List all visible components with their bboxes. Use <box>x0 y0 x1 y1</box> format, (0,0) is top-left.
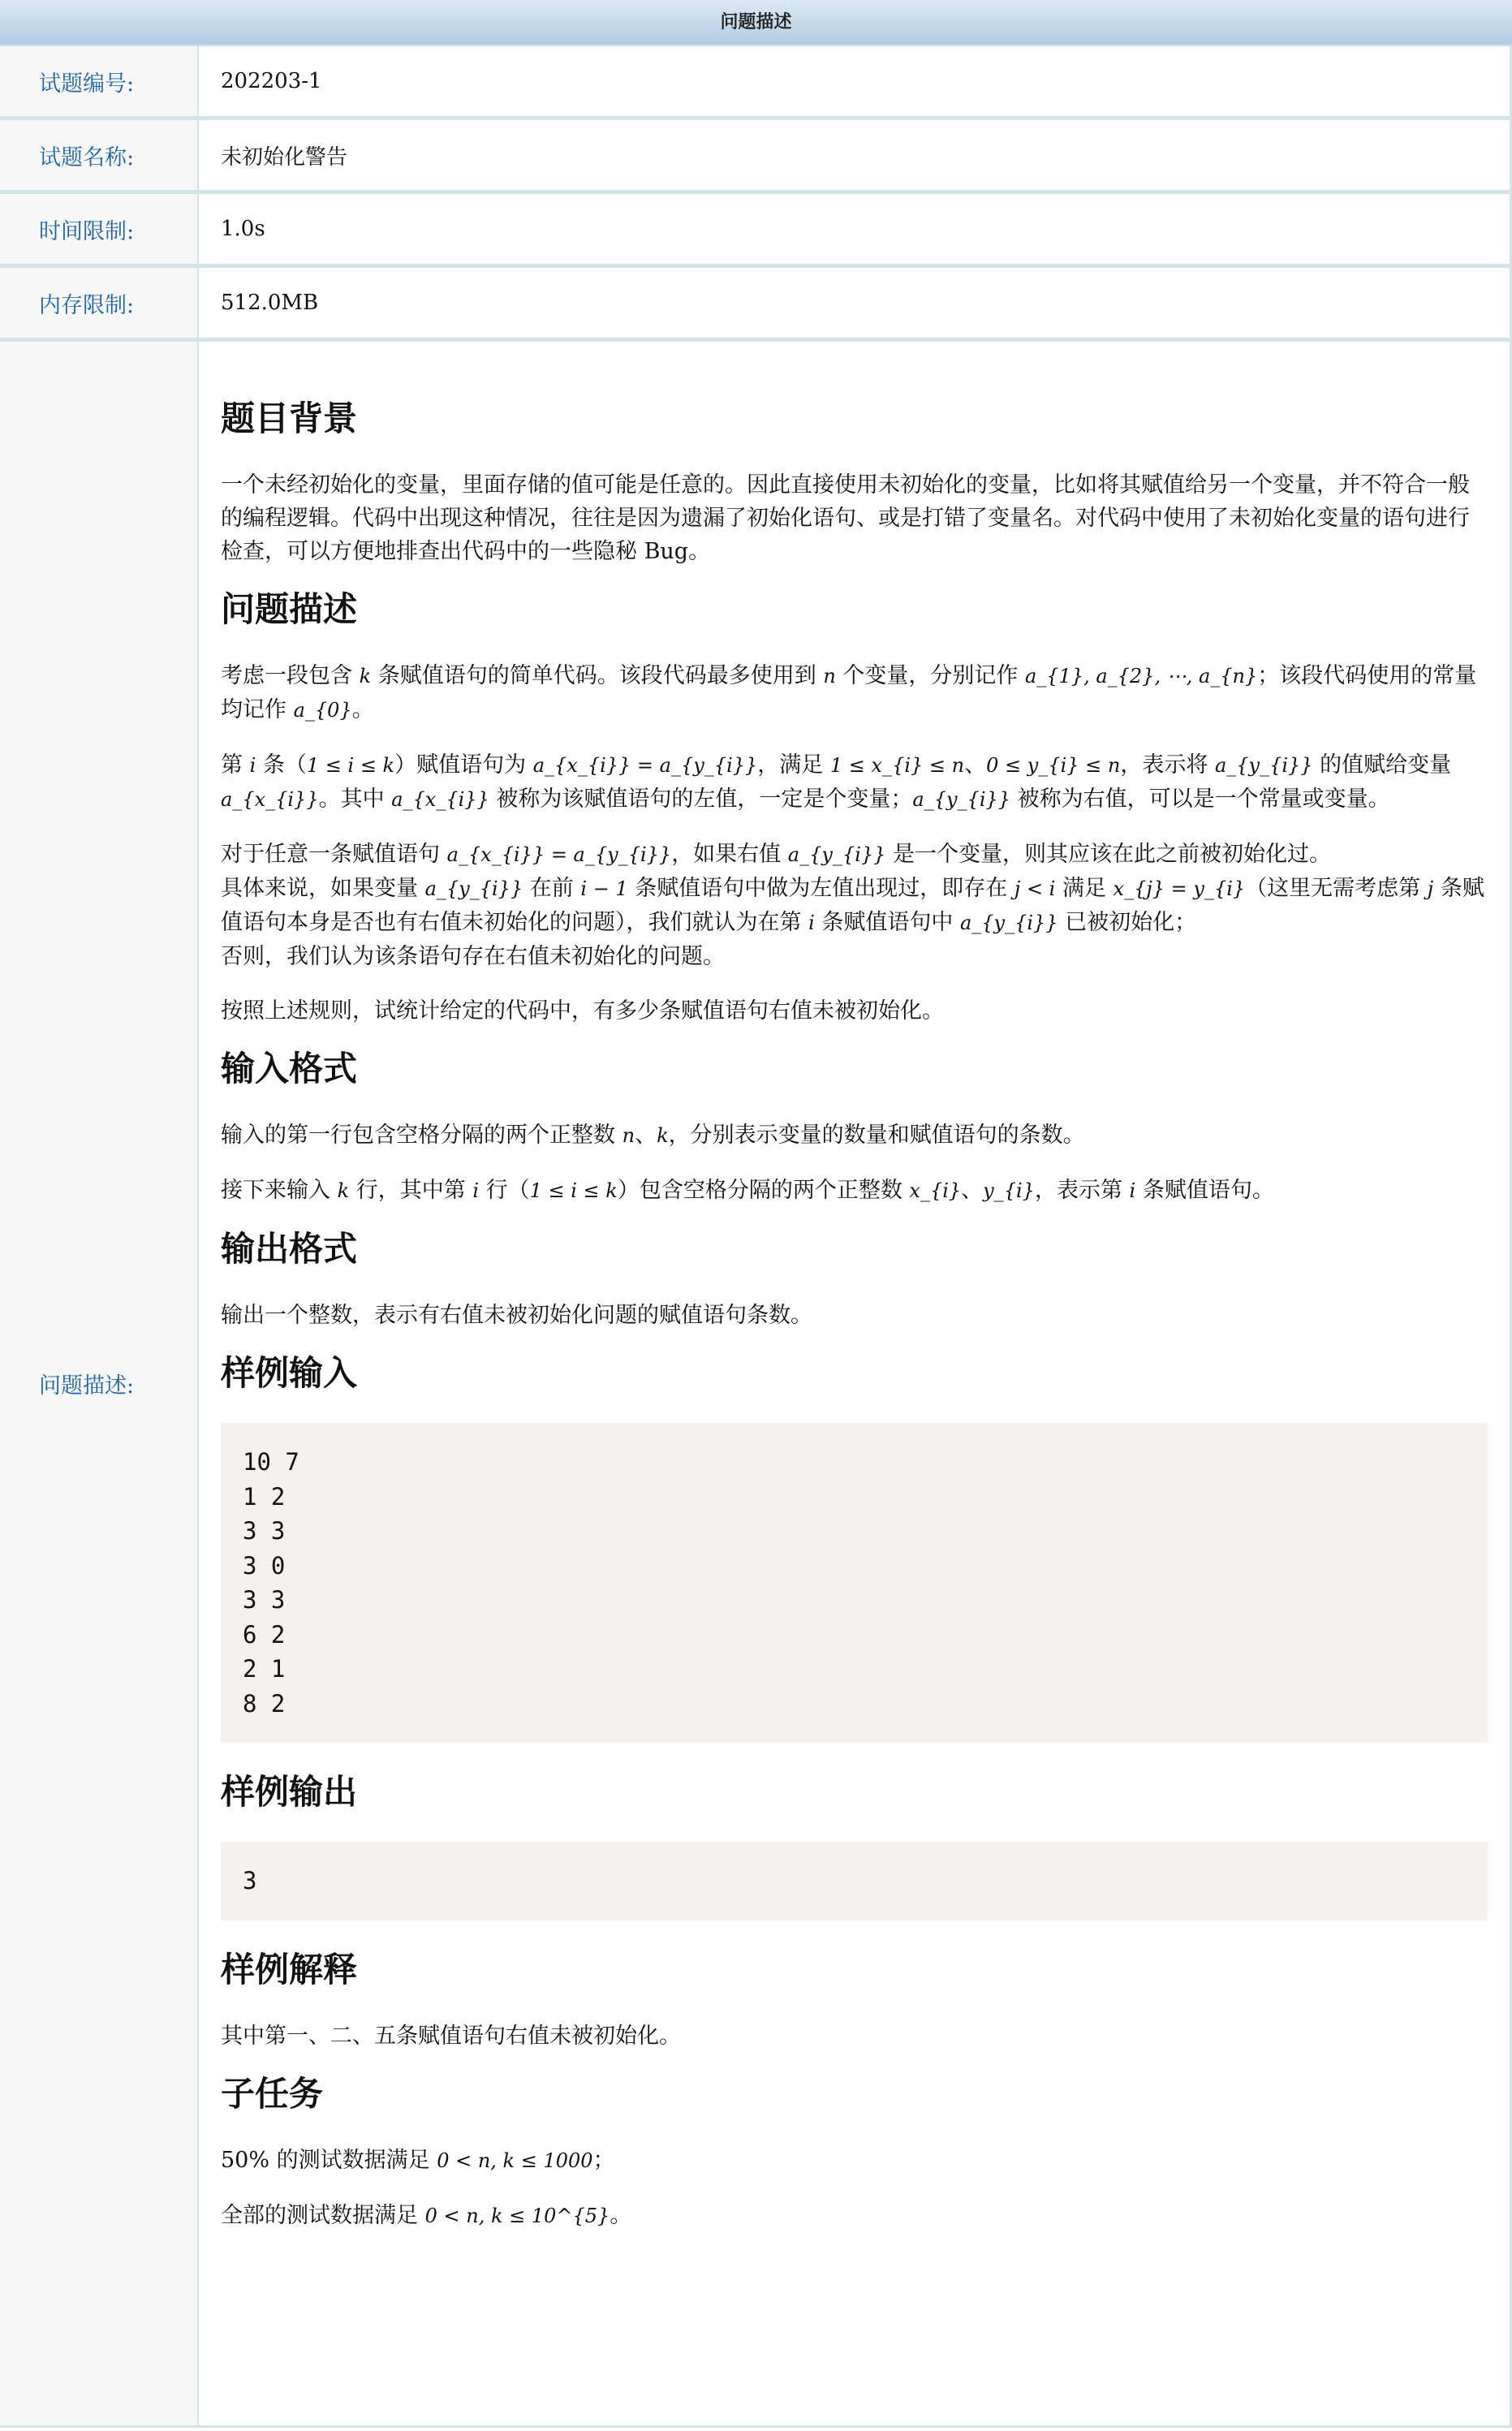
text-segment: 条（ <box>256 752 307 778</box>
field-label: 时间限制: <box>0 194 199 264</box>
text-segment: 考虑一段包含 <box>221 663 360 688</box>
text-segment: 是一个变量，则其应该在此之前被初始化过。 <box>885 842 1331 867</box>
text-segment: 被称为该赋值语句的左值，一定是个变量； <box>489 787 913 812</box>
text-segment: 条赋值语句中做为左值出现过，即存在 <box>627 876 1014 901</box>
math-expression: i <box>808 912 815 934</box>
text-segment: ，满足 <box>757 752 830 778</box>
info-row-time-limit <box>0 194 1512 268</box>
field-value: 未初始化警告 <box>199 120 1512 190</box>
section-heading: 样例输入 <box>221 1353 358 1393</box>
text-segment: 。其中 <box>318 787 392 812</box>
paragraph <box>221 2199 1488 2233</box>
text-segment: 在前 <box>523 876 581 901</box>
section-heading: 题目背景 <box>221 399 358 438</box>
text-segment: 具体来说，如果变量 <box>221 876 425 901</box>
panel-header <box>0 0 1512 46</box>
text-segment: 行，其中第 <box>349 1178 473 1203</box>
text-segment: ，如果右值 <box>671 842 788 867</box>
math-expression: a_{x_{i}} <box>391 788 489 811</box>
info-row-id <box>0 46 1512 120</box>
text-segment: 按照上述规则，试统计给定的代码中，有多少条赋值语句右值未被初始化。 <box>221 998 944 1024</box>
math-expression: 1 ≤ i ≤ k <box>529 1179 618 1202</box>
text-segment: 条赋值语句本身是否也有右值未初始化的问题），我们就认为在第 <box>221 876 1484 935</box>
text-segment: 一个未经初始化的变量，里面存储的值可能是任意的。因此直接使用未初始化的变量，比如将其赋值给另一个变量，并不符合一般的编程逻辑。代码中出现这种情况，往往是因为遗漏了初始化语句、或是打错了变量名。对代码中使用了未初始化变量的语句进行检查，可以方便地排查出代码中的一些隐秘 Bug。 <box>221 472 1470 564</box>
math-expression: a_{x_{i}} = a_{y_{i}} <box>446 843 672 866</box>
field-value: 1.0s <box>199 194 1512 264</box>
math-expression: j < i <box>1014 877 1056 900</box>
text-segment: ，表示第 <box>1034 1178 1130 1203</box>
paragraph <box>221 1299 1488 1332</box>
field-label: 试题名称: <box>0 120 199 190</box>
paragraph <box>221 748 1488 817</box>
text-segment: 50% 的测试数据满足 <box>221 2147 437 2173</box>
text-segment: 接下来输入 <box>221 1178 338 1203</box>
section-heading: 输出格式 <box>221 1229 358 1269</box>
text-segment: 第 <box>221 752 250 778</box>
info-row-memory-limit <box>0 268 1512 342</box>
text-segment: 个变量，分别记作 <box>835 663 1025 688</box>
text-segment: 、 <box>964 752 987 778</box>
field-label: 问题描述: <box>0 342 199 2425</box>
text-segment: 输出一个整数，表示有右值未被初始化问题的赋值语句条数。 <box>221 1303 812 1328</box>
text-segment: ）赋值语句为 <box>394 752 533 778</box>
paragraph <box>221 2019 1488 2053</box>
math-expression: a_{x_{i}} = a_{y_{i}} <box>532 754 758 777</box>
math-expression: i <box>1129 1179 1136 1202</box>
section-heading: 样例输出 <box>221 1772 358 1812</box>
math-expression: a_{y_{i}} <box>912 788 1011 811</box>
paragraph <box>221 1119 1488 1153</box>
math-expression: a_{y_{i}} <box>1214 754 1313 777</box>
math-expression: a_{1}, a_{2}, ⋯, a_{n} <box>1024 665 1258 687</box>
field-value: 512.0MB <box>199 268 1512 338</box>
problem-content <box>199 342 1512 2425</box>
math-expression: a_{y_{i}} <box>424 877 523 900</box>
paragraph <box>221 838 1488 973</box>
text-segment: 全部的测试数据满足 <box>221 2202 425 2228</box>
math-expression: n <box>622 1124 635 1147</box>
math-expression: i − 1 <box>580 877 628 900</box>
paragraph <box>221 994 1488 1028</box>
section-heading: 子任务 <box>221 2073 324 2114</box>
paragraph <box>221 2144 1488 2178</box>
paragraph <box>221 468 1488 568</box>
math-expression: n <box>823 665 836 687</box>
text-segment: ）包含空格分隔的两个正整数 <box>617 1178 910 1203</box>
info-row-name <box>0 120 1512 194</box>
math-expression: y_{i} <box>983 1179 1035 1202</box>
math-expression: k <box>337 1179 350 1202</box>
text-segment: ； <box>592 2147 615 2173</box>
text-segment: 、 <box>961 1178 984 1203</box>
text-segment: 条赋值语句。 <box>1135 1178 1274 1203</box>
text-segment: 。 <box>610 2202 632 2228</box>
math-expression: i <box>472 1179 479 1202</box>
panel-title: 问题描述 <box>720 11 792 32</box>
math-expression: a_{y_{i}} <box>959 912 1058 934</box>
text-segment: 被称为右值，可以是一个常量或变量。 <box>1010 787 1390 812</box>
math-expression: k <box>359 665 372 687</box>
paragraph <box>221 659 1488 727</box>
math-expression: 1 ≤ i ≤ k <box>306 754 395 777</box>
math-expression: x_{i} <box>909 1179 962 1202</box>
math-expression: a_{y_{i}} <box>787 843 886 866</box>
text-segment: 。 <box>351 697 374 722</box>
section-heading: 问题描述 <box>221 589 358 629</box>
math-expression: 0 ≤ y_{i} ≤ n <box>986 754 1121 777</box>
text-segment: 条赋值语句中 <box>814 910 960 935</box>
text-segment: ，分别表示变量的数量和赋值语句的条数。 <box>668 1123 1085 1148</box>
math-expression: 1 ≤ x_{i} ≤ n <box>829 754 965 777</box>
text-segment: ；该段代码使用的常量均记作 <box>221 663 1477 722</box>
math-expression: 0 < n, k ≤ 1000 <box>437 2149 593 2172</box>
field-label: 内存限制: <box>0 268 199 338</box>
math-expression: a_{0} <box>293 699 352 722</box>
text-segment: ，表示将 <box>1120 752 1215 778</box>
text-segment: （这里无需考虑第 <box>1245 876 1428 901</box>
math-expression: a_{x_{i}} <box>221 788 319 811</box>
math-expression: x_{j} = y_{i} <box>1113 877 1246 900</box>
text-segment: 输入的第一行包含空格分隔的两个正整数 <box>221 1123 622 1148</box>
math-expression: j <box>1427 877 1434 900</box>
section-heading: 样例解释 <box>221 1949 358 1989</box>
text-segment: 其中第一、二、五条赋值语句右值未被初始化。 <box>221 2023 681 2049</box>
math-expression: 0 < n, k ≤ 10^{5} <box>424 2204 610 2227</box>
math-expression: i <box>249 754 256 777</box>
info-table <box>0 46 1512 2428</box>
field-label: 试题编号: <box>0 46 199 116</box>
text-segment: 对于任意一条赋值语句 <box>221 842 447 867</box>
field-value: 202203-1 <box>199 46 1512 116</box>
info-row-description <box>0 342 1512 2428</box>
text-segment: 条赋值语句的简单代码。该段代码最多使用到 <box>371 663 824 688</box>
text-segment: 已被初始化； <box>1058 910 1197 935</box>
section-heading: 输入格式 <box>221 1049 358 1088</box>
text-segment: 行（ <box>479 1178 530 1203</box>
text-segment: 否则，我们认为该条语句存在右值未初始化的问题。 <box>221 944 725 969</box>
code-block: 10 7 1 2 3 3 3 0 3 3 6 2 2 1 8 2 <box>221 1423 1488 1743</box>
text-segment: 的值赋给变量 <box>1312 752 1452 778</box>
code-block: 3 <box>221 1842 1488 1920</box>
paragraph <box>221 1174 1488 1208</box>
text-segment: 满足 <box>1055 876 1114 901</box>
math-expression: k <box>657 1124 669 1147</box>
text-segment: 、 <box>635 1123 657 1148</box>
